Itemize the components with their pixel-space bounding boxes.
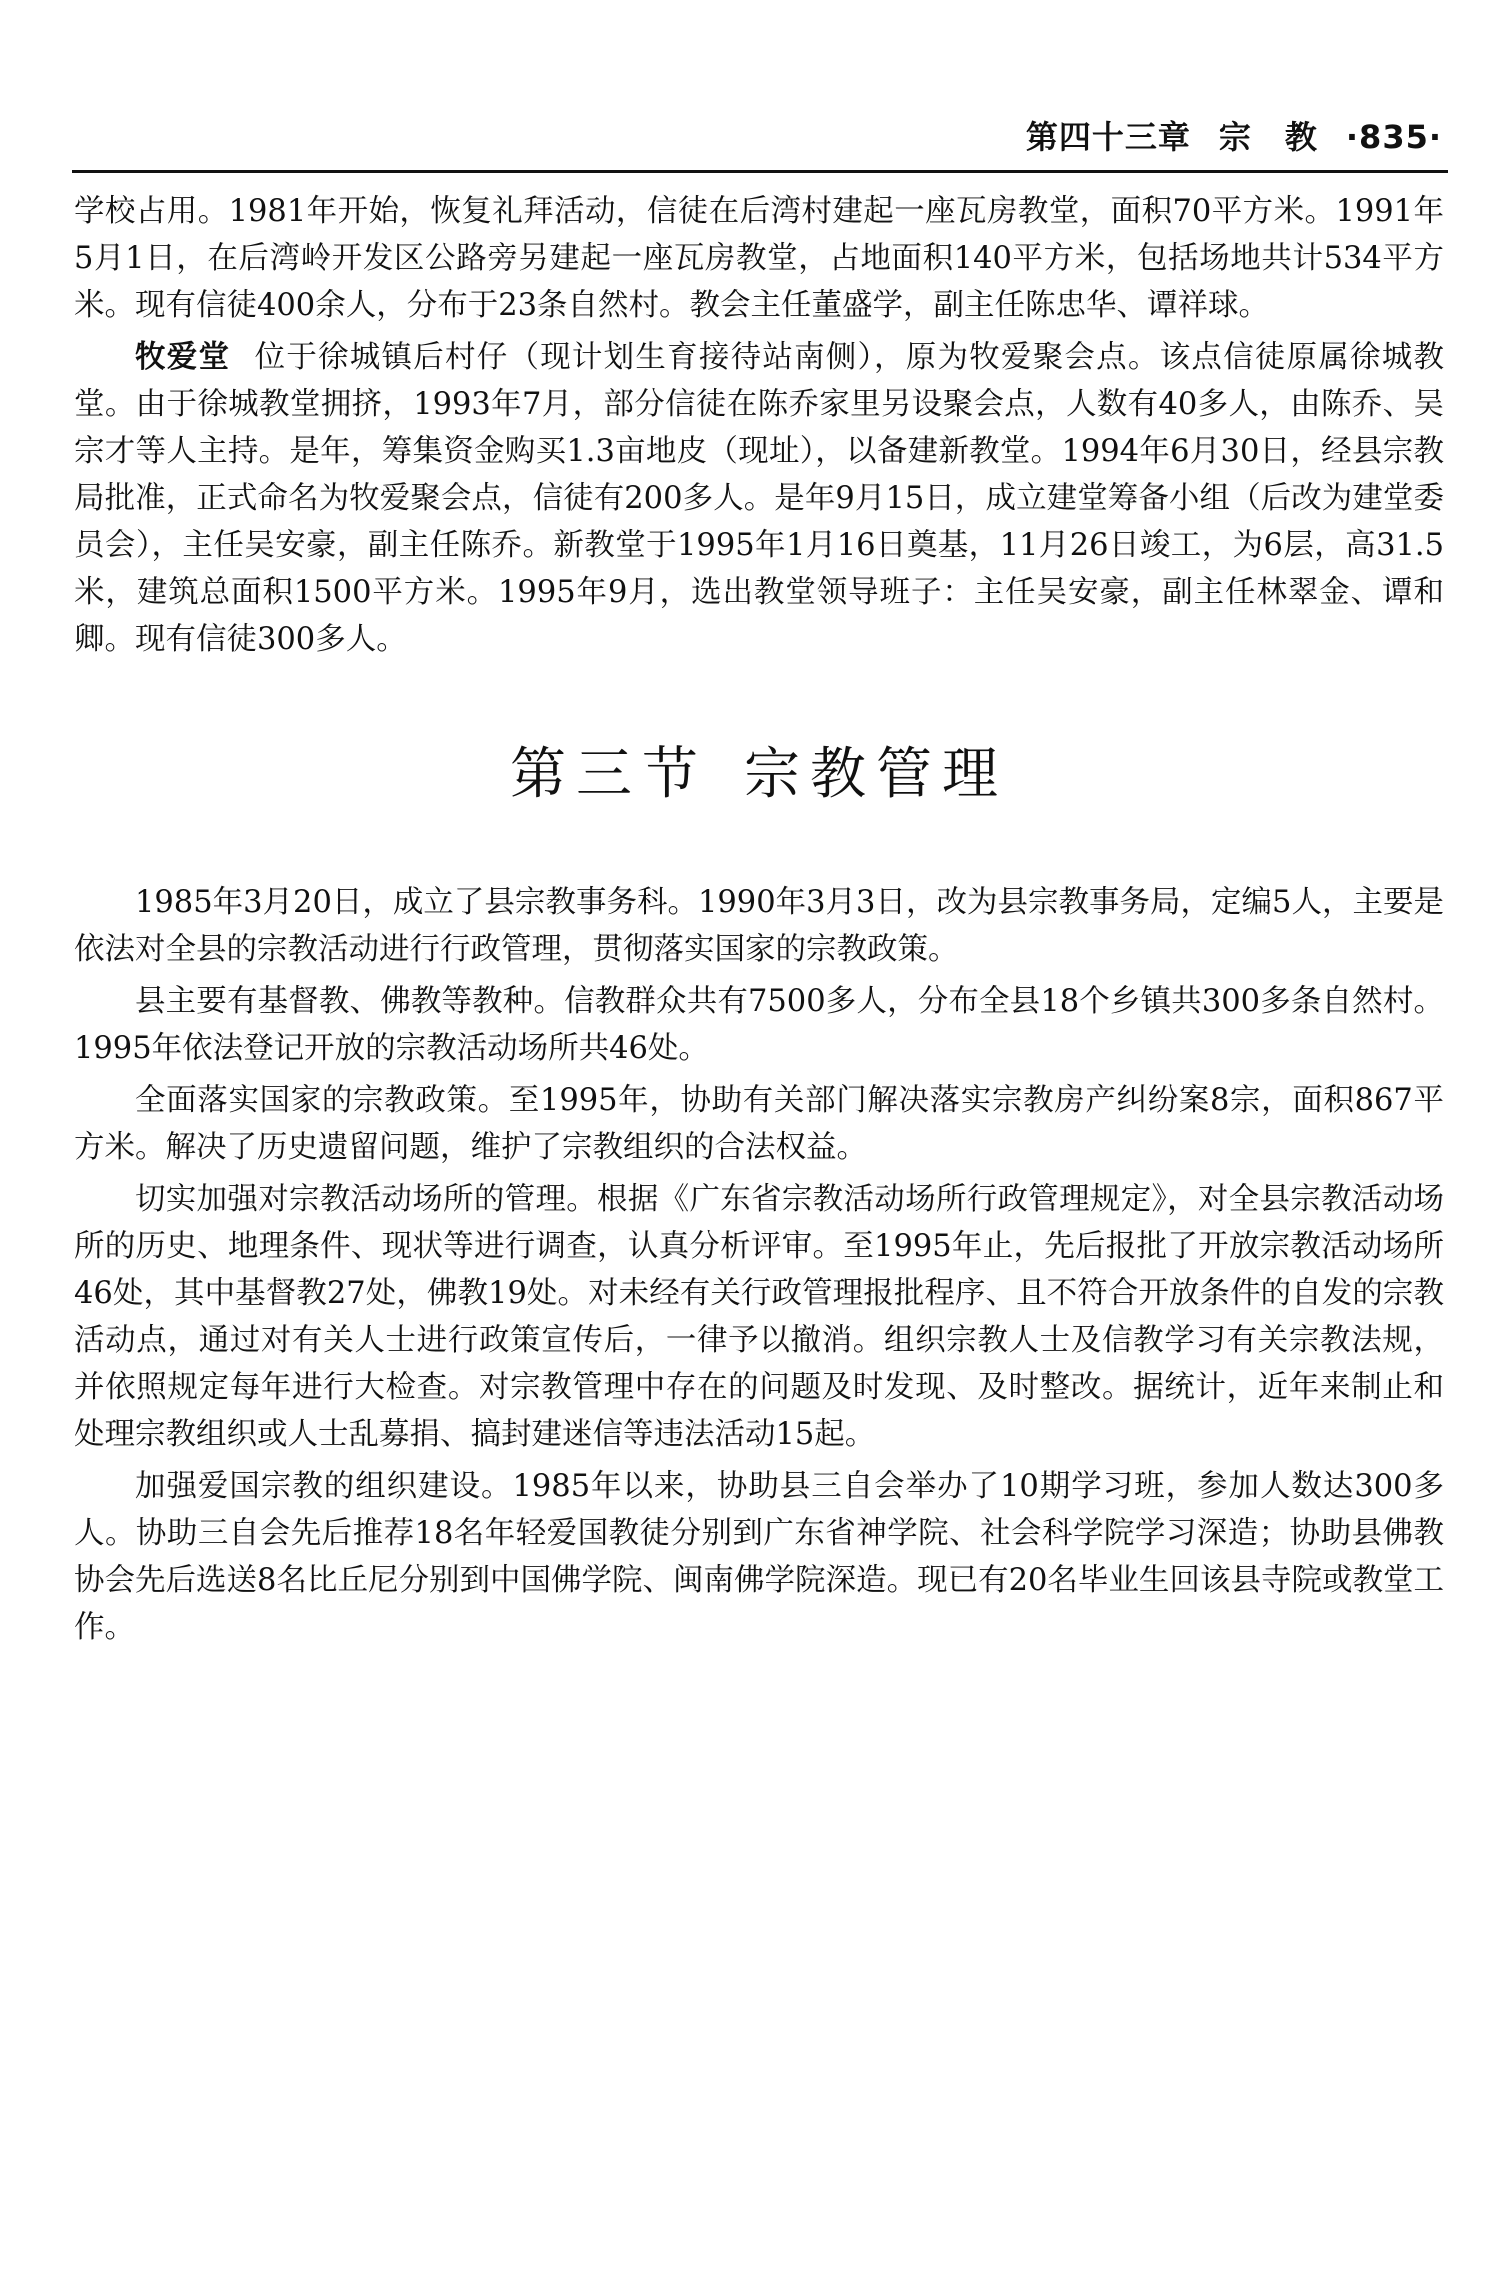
paragraph: 加强爱国宗教的组织建设。1985年以来，协助县三自会举办了10期学习班，参加人数达300多人。协助三自会先后推荐18名年轻爱国教徒分别到广东省神学院、社会科学院学习深造；协助县佛教协会先后选送8名比丘尼分别到中国佛学院、闽南佛学院深造。现已有20名毕业生回该县寺院或教堂工作。: [74, 1469, 1444, 1645]
section-heading: [74, 742, 1444, 807]
page-body: [74, 188, 1444, 1656]
paragraph: 学校占用。1981年开始，恢复礼拜活动，信徒在后湾村建起一座瓦房教堂，面积70平方米。1991年5月1日，在后湾岭开发区公路旁另建起一座瓦房教堂，占地面积140平方米，包括场地共计534平方米。现有信徒400余人，分布于23条自然村。教会主任董盛学，副主任陈忠华、谭祥球。: [74, 194, 1444, 323]
header-chapter: 第四十三章: [1025, 118, 1191, 156]
entry-text: 位于徐城镇后村仔（现计划生育接待站南侧），原为牧爱聚会点。该点信徒原属徐城教堂。由于徐城教堂拥挤，1993年7月，部分信徒在陈乔家里另设聚会点，人数有40多人，由陈乔、吴宗才等人主持。是年，筹集资金购买1.3亩地皮（现址），以备建新教堂。1994年6月30日，经县宗教局批准，正式命名为牧爱聚会点，信徒有200多人。是年9月15日，成立建堂筹备小组（后改为建堂委员会），主任吴安豪，副主任陈乔。新教堂于1995年1月16日奠基，11月26日竣工，为6层，高31.5米，建筑总面积1500平方米。1995年9月，选出教堂领导班子：主任吴安豪，副主任林翠金、谭和卿。现有信徒300多人。: [74, 340, 1444, 657]
section-number: 第三节: [510, 742, 708, 807]
paragraph: 切实加强对宗教活动场所的管理。根据《广东省宗教活动场所行政管理规定》，对全县宗教活动场所的历史、地理条件、现状等进行调查，认真分析评审。至1995年止，先后报批了开放宗教活动场所46处，其中基督教27处，佛教19处。对未经有关行政管理报批程序、且不符合开放条件的自发的宗教活动点，通过对有关人士进行政策宣传后，一律予以撤消。组织宗教人士及信教学习有关宗教法规，并依照规定每年进行大检查。对宗教管理中存在的问题及时发现、及时整改。据统计，近年来制止和处理宗教组织或人士乱募捐、搞封建迷信等违法活动15起。: [74, 1182, 1444, 1452]
section-title: 宗教管理: [744, 742, 1008, 807]
entry-title: 牧爱堂: [135, 340, 231, 375]
entry-paragraph: [74, 334, 1444, 663]
header-title: 宗 教: [1218, 118, 1318, 156]
paragraph: 县主要有基督教、佛教等教种。信教群众共有7500多人，分布全县18个乡镇共300多条自然村。1995年依法登记开放的宗教活动场所共46处。: [74, 984, 1444, 1066]
paragraph: 1985年3月20日，成立了县宗教事务科。1990年3月3日，改为县宗教事务局，定编5人，主要是依法对全县的宗教活动进行行政管理，贯彻落实国家的宗教政策。: [74, 885, 1444, 967]
paragraph: 全面落实国家的宗教政策。至1995年，协助有关部门解决落实宗教房产纠纷案8宗，面积867平方米。解决了历史遗留问题，维护了宗教组织的合法权益。: [74, 1083, 1444, 1165]
header-rule: [72, 170, 1448, 173]
running-header: [1026, 112, 1442, 158]
page-number: ·835·: [1345, 118, 1442, 156]
